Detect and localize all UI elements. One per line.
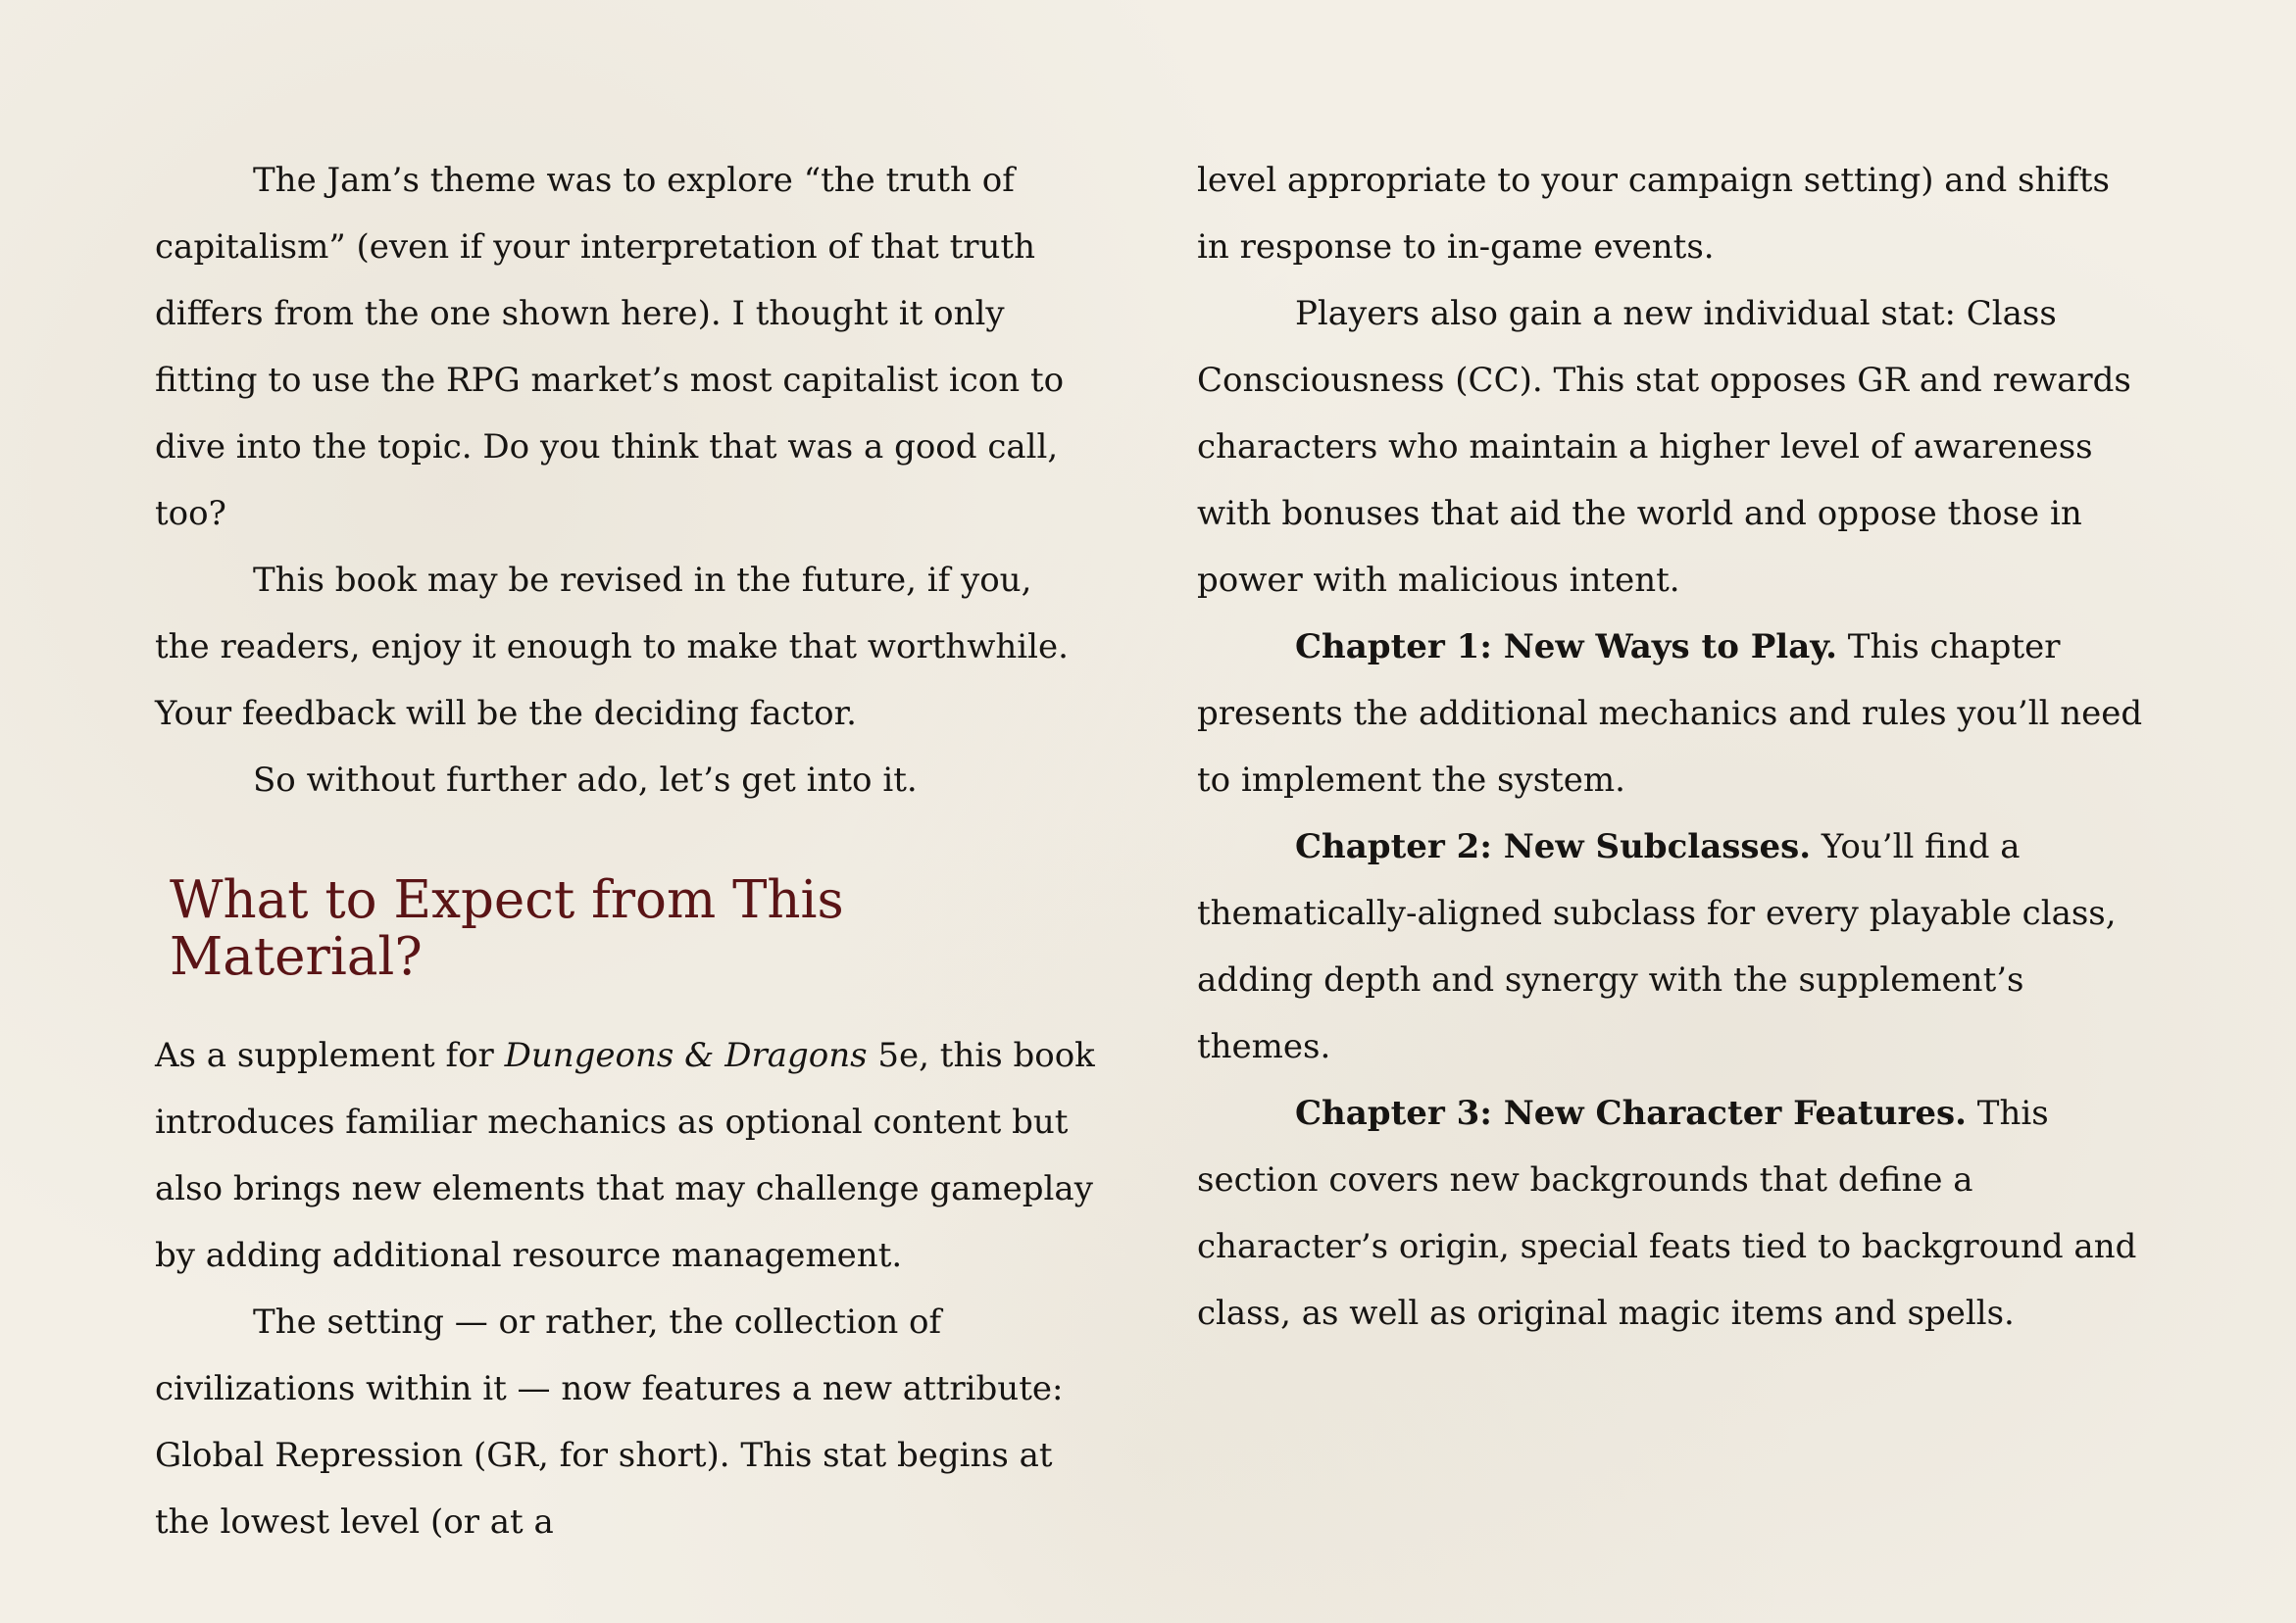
supplement-text-after: 5e, this book introduces familiar mechanics as optional content but also brings new elements that may challenge gameplay by adding additional resource management. xyxy=(155,1035,1095,1275)
chapter-3-paragraph xyxy=(1197,1080,2148,1347)
supplement-text-before: As a supplement for xyxy=(155,1035,505,1075)
intro-paragraph-1: The Jam’s theme was to explore “the truth of capitalism” (even if your interpretation of that truth differs from the one shown here). I thought it only fitting to use the RPG market’s most capitalist icon to dive into the topic. Do you think that was a good call, too? xyxy=(155,161,1065,533)
game-title: Dungeons & Dragons xyxy=(504,1035,868,1075)
setting-paragraph: The setting — or rather, the collection of civilizations within it — now features a new attribute: Global Repression (GR, for short). This stat begins at the lowest level (or at a xyxy=(155,1302,1064,1542)
chapter-2-text: You’ll find a thematically-aligned subclass for every playable class, adding depth and synergy with the supplement’s themes. xyxy=(1197,827,2117,1066)
chapter-2-paragraph xyxy=(1197,813,2148,1080)
chapter-1-paragraph xyxy=(1197,614,2148,813)
chapter-1-title: Chapter 1: New Ways to Play. xyxy=(1295,627,1837,666)
left-column xyxy=(155,147,1096,1555)
continuation-paragraph: level appropriate to your campaign setting) and shifts in response to in-game events. xyxy=(1197,161,2110,267)
chapter-3-title: Chapter 3: New Character Features. xyxy=(1295,1094,1967,1133)
chapter-1-text: This chapter presents the additional mechanics and rules you’ll need to implement the system. xyxy=(1197,627,2143,800)
supplement-paragraph xyxy=(155,1022,1096,1289)
intro-paragraph-3: So without further ado, let’s get into it. xyxy=(253,761,918,800)
section-heading: What to Expect from This Material? xyxy=(170,870,844,988)
intro-paragraph-2: This book may be revised in the future, if you, the readers, enjoy it enough to make that worthwhile. Your feedback will be the deciding factor. xyxy=(155,561,1069,733)
class-consciousness-paragraph: Players also gain a new individual stat: Class Consciousness (CC). This stat opposes GR and rewards characters who maintain a higher level of awareness with bonuses that aid the world and oppose those in power with malicious intent. xyxy=(1197,294,2131,600)
right-column xyxy=(1197,147,2148,1347)
chapter-2-title: Chapter 2: New Subclasses. xyxy=(1295,827,1812,866)
chapter-3-text: This section covers new backgrounds that define a character’s origin, special feats tied to background and class, as well as original magic items and spells. xyxy=(1197,1094,2137,1333)
